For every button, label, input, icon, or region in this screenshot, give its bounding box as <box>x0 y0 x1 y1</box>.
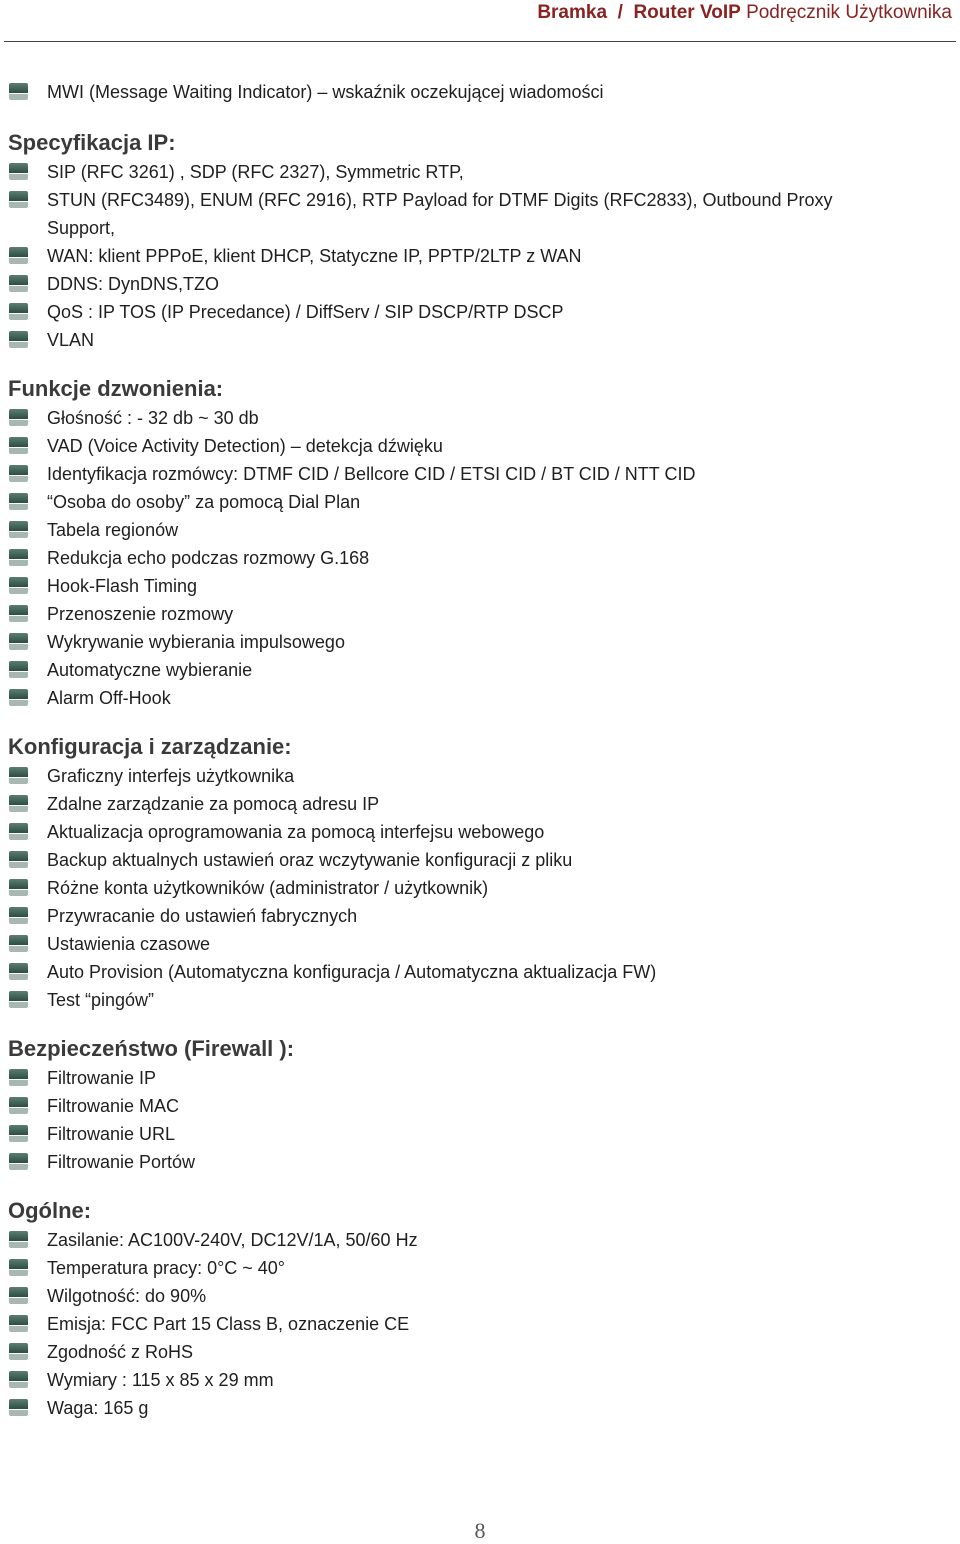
square-bullet-icon <box>9 1399 28 1416</box>
square-bullet-icon <box>9 1097 28 1114</box>
list-item <box>0 298 960 326</box>
list-item-text: Filtrowanie Portów <box>47 1152 196 1172</box>
header-part-1: Bramka <box>537 2 608 23</box>
list-item <box>0 930 960 958</box>
list-item-text: VLAN <box>47 330 95 350</box>
section-title-call-functions: Funkcje dzwonienia: <box>8 376 224 401</box>
list-item-text: VAD (Voice Activity Detection) – detekcja dźwięku <box>47 436 443 456</box>
header-title <box>537 2 952 24</box>
list-item-text: Wymiary : 115 x 85 x 29 mm <box>47 1370 274 1390</box>
list-item-text: Backup aktualnych ustawień oraz wczytywanie konfiguracji z pliku <box>47 850 573 870</box>
square-bullet-icon <box>9 465 28 482</box>
list-item <box>0 432 960 460</box>
header-part-2: Router <box>633 2 695 23</box>
list-item-text: Wilgotność: do 90% <box>47 1286 207 1306</box>
list-item-text: SIP (RFC 3261) , SDP (RFC 2327), Symmetric RTP, <box>47 162 464 182</box>
list-item-text: STUN (RFC3489), ENUM (RFC 2916), RTP Payload for DTMF Digits (RFC2833), Outbound Proxy Support, <box>47 190 833 238</box>
list-item <box>0 158 960 186</box>
list-item-text: Waga: 165 g <box>47 1398 149 1418</box>
list-item <box>0 1282 960 1310</box>
square-bullet-icon <box>9 633 28 650</box>
page-header <box>0 0 960 42</box>
list-item <box>0 516 960 544</box>
square-bullet-icon <box>9 247 28 264</box>
list-item <box>0 326 960 354</box>
list-item <box>0 404 960 432</box>
square-bullet-icon <box>9 521 28 538</box>
square-bullet-icon <box>9 83 28 100</box>
list-item <box>0 846 960 874</box>
section-title-general: Ogólne: <box>8 1198 92 1223</box>
list-item <box>0 1310 960 1338</box>
list-item-text: WAN: klient PPPoE, klient DHCP, Statyczne IP, PPTP/2LTP z WAN <box>47 246 582 266</box>
square-bullet-icon <box>9 935 28 952</box>
header-part-3: VoIP <box>699 2 741 23</box>
square-bullet-icon <box>9 331 28 348</box>
list-item-text: Filtrowanie MAC <box>47 1096 180 1116</box>
square-bullet-icon <box>9 767 28 784</box>
list-item <box>0 1120 960 1148</box>
list-item-text: Przywracanie do ustawień fabrycznych <box>47 906 358 926</box>
list-item-text: Aktualizacja oprogramowania za pomocą interfejsu webowego <box>47 822 545 842</box>
list-item <box>0 1148 960 1176</box>
list-item <box>0 1366 960 1394</box>
square-bullet-icon <box>9 991 28 1008</box>
list-item <box>0 818 960 846</box>
list-item <box>0 544 960 572</box>
square-bullet-icon <box>9 275 28 292</box>
square-bullet-icon <box>9 879 28 896</box>
list-item <box>0 1064 960 1092</box>
section-title-ip-spec: Specyfikacja IP: <box>8 130 176 155</box>
list-item-text: QoS : IP TOS (IP Precedance) / DiffServ / SIP DSCP/RTP DSCP <box>47 302 564 322</box>
list-item-text: Głośność : - 32 db ~ 30 db <box>47 408 259 428</box>
list-item <box>0 270 960 298</box>
page-number: 8 <box>474 1518 486 1543</box>
square-bullet-icon <box>9 303 28 320</box>
list-item <box>0 986 960 1014</box>
list-item <box>0 460 960 488</box>
square-bullet-icon <box>9 1231 28 1248</box>
list-item <box>0 186 960 242</box>
list-item-text: Ustawienia czasowe <box>47 934 211 954</box>
square-bullet-icon <box>9 1069 28 1086</box>
square-bullet-icon <box>9 823 28 840</box>
list-item-text: Przenoszenie rozmowy <box>47 604 234 624</box>
list-item-text: Hook-Flash Timing <box>47 576 198 596</box>
list-item <box>0 762 960 790</box>
square-bullet-icon <box>9 661 28 678</box>
square-bullet-icon <box>9 689 28 706</box>
list-item-text: Automatyczne wybieranie <box>47 660 253 680</box>
list-item <box>0 1338 960 1366</box>
list-item-text: Wykrywanie wybierania impulsowego <box>47 632 345 652</box>
list-item <box>0 78 960 106</box>
square-bullet-icon <box>9 795 28 812</box>
header-part-4: Podręcznik <box>746 2 841 23</box>
square-bullet-icon <box>9 1371 28 1388</box>
square-bullet-icon <box>9 1259 28 1276</box>
list-item-text: Auto Provision (Automatyczna konfiguracja / Automatyczna aktualizacja FW) <box>47 962 657 982</box>
document-body <box>0 78 960 1422</box>
square-bullet-icon <box>9 191 28 208</box>
square-bullet-icon <box>9 1125 28 1142</box>
list-item <box>0 1092 960 1120</box>
list-item <box>0 488 960 516</box>
list-item-text: Redukcja echo podczas rozmowy G.168 <box>47 548 370 568</box>
header-part-5: Użytkownika <box>845 2 952 23</box>
list-item-text: Temperatura pracy: 0°C ~ 40° <box>47 1258 286 1278</box>
list-item <box>0 684 960 712</box>
square-bullet-icon <box>9 851 28 868</box>
list-item-text: Identyfikacja rozmówcy: DTMF CID / Bellcore CID / ETSI CID / BT CID / NTT CID <box>47 464 696 484</box>
list-item <box>0 600 960 628</box>
list-item <box>0 1226 960 1254</box>
list-item-text: “Osoba do osoby” za pomocą Dial Plan <box>47 492 361 512</box>
list-item-text: Różne konta użytkowników (administrator / użytkownik) <box>47 878 489 898</box>
square-bullet-icon <box>9 907 28 924</box>
list-item-text: Test “pingów” <box>47 990 155 1010</box>
list-item <box>0 958 960 986</box>
list-item <box>0 1394 960 1422</box>
square-bullet-icon <box>9 437 28 454</box>
list-item <box>0 1254 960 1282</box>
square-bullet-icon <box>9 549 28 566</box>
header-separator: / <box>617 2 623 23</box>
list-item-text: Filtrowanie IP <box>47 1068 157 1088</box>
list-item-text: Alarm Off-Hook <box>47 688 171 708</box>
list-item-text: Graficzny interfejs użytkownika <box>47 766 295 786</box>
section-title-configuration: Konfiguracja i zarządzanie: <box>8 734 292 759</box>
list-item <box>0 242 960 270</box>
list-item <box>0 790 960 818</box>
list-item-text: Tabela regionów <box>47 520 179 540</box>
square-bullet-icon <box>9 1315 28 1332</box>
square-bullet-icon <box>9 163 28 180</box>
section-title-security: Bezpieczeństwo (Firewall ): <box>8 1036 295 1061</box>
square-bullet-icon <box>9 409 28 426</box>
list-item <box>0 572 960 600</box>
header-divider <box>4 41 956 42</box>
list-item-text: Emisja: FCC Part 15 Class B, oznaczenie CE <box>47 1314 410 1334</box>
square-bullet-icon <box>9 577 28 594</box>
list-item <box>0 902 960 930</box>
square-bullet-icon <box>9 493 28 510</box>
list-item-text: Zgodność z RoHS <box>47 1342 194 1362</box>
square-bullet-icon <box>9 1343 28 1360</box>
list-item-text: MWI (Message Waiting Indicator) – wskaźnik oczekującej wiadomości <box>47 82 604 102</box>
square-bullet-icon <box>9 1287 28 1304</box>
square-bullet-icon <box>9 963 28 980</box>
list-item-text: Zasilanie: AC100V-240V, DC12V/1A, 50/60 Hz <box>47 1230 418 1250</box>
square-bullet-icon <box>9 605 28 622</box>
list-item-text: Filtrowanie URL <box>47 1124 176 1144</box>
list-item-text: DDNS: DynDNS,TZO <box>47 274 220 294</box>
list-item <box>0 874 960 902</box>
square-bullet-icon <box>9 1153 28 1170</box>
list-item-text: Zdalne zarządzanie za pomocą adresu IP <box>47 794 380 814</box>
list-item <box>0 628 960 656</box>
list-item <box>0 656 960 684</box>
